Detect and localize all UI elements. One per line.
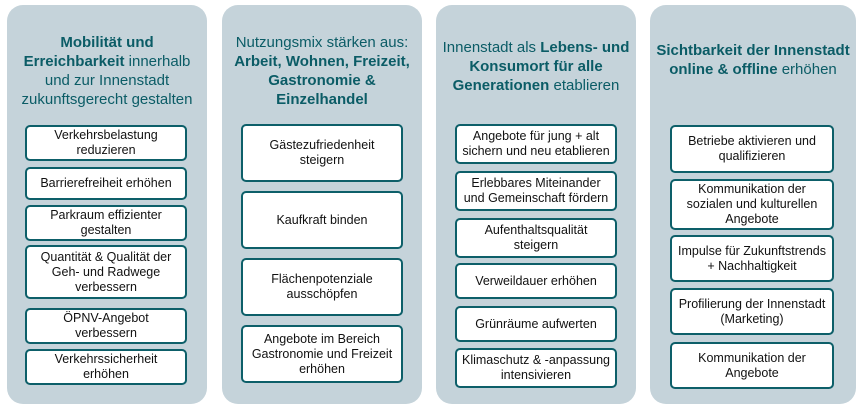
goal-box: Aufenthaltsqualität steigern (455, 218, 617, 258)
column-title: Innenstadt als Lebens- und Konsumort für alle Generationen etablieren (442, 39, 630, 94)
column-visibility (650, 5, 856, 404)
goal-box: Angebote im Bereich Gastronomie und Freizeit erhöhen (241, 325, 403, 383)
goal-box: Erlebbares Miteinander und Gemeinschaft fördern (455, 171, 617, 211)
column-title: Sichtbarkeit der Innenstadt online & offline erhöhen (656, 42, 850, 78)
goal-box: Quantität & Qualität der Geh- und Radwege verbessern (25, 245, 187, 299)
column-usage-mix (222, 5, 422, 404)
column-title: Nutzungsmix stärken aus: Arbeit, Wohnen, Freizeit, Gastronomie & Einzelhandel (234, 34, 410, 108)
goal-box: Verweildauer erhöhen (455, 263, 617, 299)
goal-box: Impulse für Zukunftstrends + Nachhaltigkeit (670, 235, 834, 282)
goal-box: Klimaschutz & -anpassung intensivieren (455, 348, 617, 388)
goal-box: Kaufkraft binden (241, 191, 403, 249)
column-living-space (436, 5, 636, 404)
goal-box: ÖPNV-Angebot verbessern (25, 308, 187, 344)
column-mobility (7, 5, 207, 404)
goal-box: Profilierung der Innenstadt (Marketing) (670, 288, 834, 335)
goal-box: Angebote für jung + alt sichern und neu etablieren (455, 124, 617, 164)
goal-box: Verkehrssicherheit erhöhen (25, 349, 187, 385)
goal-box: Parkraum effizienter gestalten (25, 205, 187, 241)
goal-box: Verkehrsbelastung reduzieren (25, 125, 187, 161)
goal-box: Kommunikation der sozialen und kulturellen Angebote (670, 179, 834, 230)
goal-box: Betriebe aktivieren und qualifizieren (670, 125, 834, 173)
goal-box: Grünräume aufwerten (455, 306, 617, 342)
goal-box: Barrierefreiheit erhöhen (25, 167, 187, 200)
goal-box: Gästezufriedenheit steigern (241, 124, 403, 182)
column-title: Mobilität und Erreichbarkeit innerhalb und zur Innenstadt zukunftsgerecht gestalten (21, 34, 193, 108)
goal-box: Kommunikation der Angebote (670, 342, 834, 389)
goal-box: Flächenpotenziale ausschöpfen (241, 258, 403, 316)
